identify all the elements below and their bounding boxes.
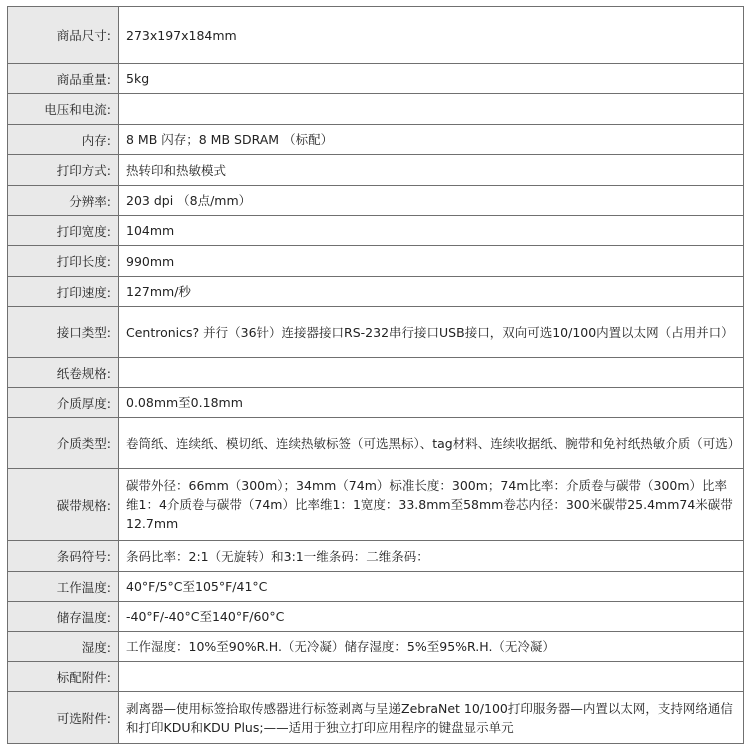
row-value: 273x197x184mm xyxy=(119,7,744,64)
table-row xyxy=(8,307,744,358)
row-label: 商品重量: xyxy=(8,64,119,94)
row-value: 127mm/秒 xyxy=(119,277,744,307)
row-value: 碳带外径：66mm（300m）；34mm（74m）标准长度：300m；74m比率：介质卷与碳带（300m）比率维1：4介质卷与碳带（74m）比率维1：1宽度：33.8mm至58mm卷芯内径：300米碳带25.4mm74米碳带 12.7mm xyxy=(119,469,744,541)
row-value: -40°F/-40°C至140°F/60°C xyxy=(119,602,744,632)
row-value: 工作湿度：10%至90%R.H.（无冷凝）储存湿度：5%至95%R.H.（无冷凝） xyxy=(119,632,744,662)
row-label: 商品尺寸: xyxy=(8,7,119,64)
row-value: 条码比率：2:1（无旋转）和3:1一维条码：二维条码： xyxy=(119,541,744,572)
table-row xyxy=(8,358,744,388)
row-label: 标配附件: xyxy=(8,662,119,692)
table-row xyxy=(8,418,744,469)
row-label: 条码符号: xyxy=(8,541,119,572)
row-value: 8 MB 闪存；8 MB SDRAM （标配） xyxy=(119,125,744,155)
table-row xyxy=(8,662,744,692)
row-label: 碳带规格: xyxy=(8,469,119,541)
table-row xyxy=(8,7,744,64)
table-row xyxy=(8,572,744,602)
row-label: 打印长度: xyxy=(8,246,119,277)
row-label: 打印宽度: xyxy=(8,216,119,246)
row-value: 5kg xyxy=(119,64,744,94)
row-value xyxy=(119,662,744,692)
row-label: 电压和电流: xyxy=(8,94,119,125)
table-row xyxy=(8,246,744,277)
row-label: 内存: xyxy=(8,125,119,155)
row-label: 纸卷规格: xyxy=(8,358,119,388)
row-value xyxy=(119,358,744,388)
row-label: 分辨率: xyxy=(8,186,119,216)
row-label: 可选附件: xyxy=(8,692,119,744)
row-label: 湿度: xyxy=(8,632,119,662)
row-value: 热转印和热敏模式 xyxy=(119,155,744,186)
row-value: 104mm xyxy=(119,216,744,246)
table-row xyxy=(8,125,744,155)
table-row xyxy=(8,277,744,307)
table-row xyxy=(8,186,744,216)
row-value xyxy=(119,94,744,125)
table-row xyxy=(8,155,744,186)
row-value: 0.08mm至0.18mm xyxy=(119,388,744,418)
table-row xyxy=(8,64,744,94)
row-value: 40°F/5°C至105°F/41°C xyxy=(119,572,744,602)
table-row xyxy=(8,388,744,418)
row-label: 接口类型: xyxy=(8,307,119,358)
row-value: 990mm xyxy=(119,246,744,277)
row-value: 203 dpi （8点/mm） xyxy=(119,186,744,216)
table-row xyxy=(8,541,744,572)
row-value: 卷筒纸、连续纸、模切纸、连续热敏标签（可选黑标）、tag材料、连续收据纸、腕带和免衬纸热敏介质（可选） xyxy=(119,418,744,469)
row-label: 储存温度: xyxy=(8,602,119,632)
row-value: 剥离器—使用标签拾取传感器进行标签剥离与呈递ZebraNet 10/100打印服务器—内置以太网，支持网络通信和打印KDU和KDU Plus;——适用于独立打印应用程序的键盘显示单元 xyxy=(119,692,744,744)
table-row xyxy=(8,94,744,125)
row-label: 打印速度: xyxy=(8,277,119,307)
row-label: 介质厚度: xyxy=(8,388,119,418)
row-label: 介质类型: xyxy=(8,418,119,469)
row-label: 工作温度: xyxy=(8,572,119,602)
table-row xyxy=(8,692,744,744)
spec-table xyxy=(7,6,744,744)
table-row xyxy=(8,216,744,246)
row-label: 打印方式: xyxy=(8,155,119,186)
table-row xyxy=(8,602,744,632)
table-row xyxy=(8,632,744,662)
row-value: Centronics? 并行（36针）连接器接口RS-232串行接口USB接口，双向可选10/100内置以太网（占用并口） xyxy=(119,307,744,358)
table-row xyxy=(8,469,744,541)
